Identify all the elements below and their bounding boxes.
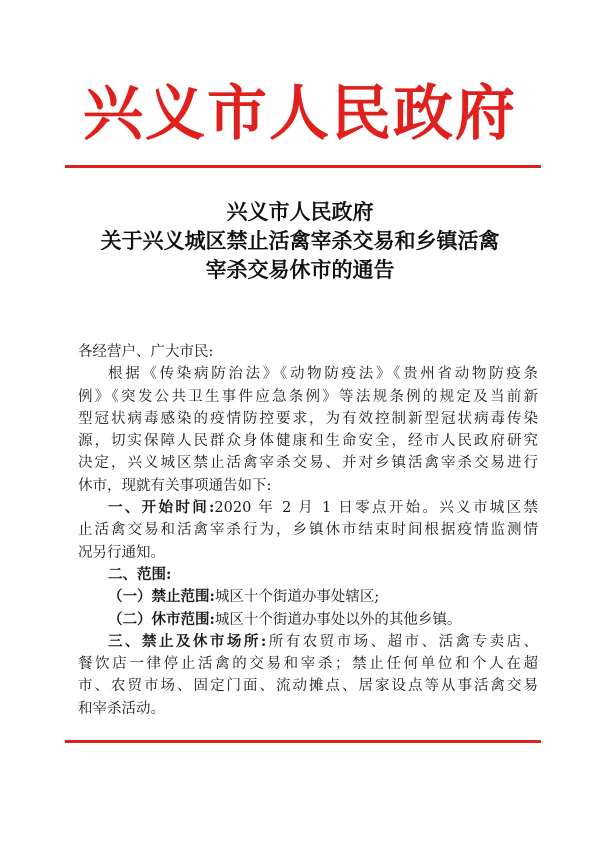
paragraph-1-line-1: 根据《传染病防治法》《动物防疫法》《贵州省动物防疫条 xyxy=(108,366,538,383)
section-3-line-2: 餐饮店一律停止活禽的交易和宰杀；禁止任何单位和个人在超 xyxy=(78,656,538,673)
paragraph-1-line-6: 休市，现就有关事项通告如下: xyxy=(78,477,272,494)
paragraph-1-line-3: 型冠状病毒感染的疫情防控要求，为有效控制新型冠状病毒传染 xyxy=(78,410,538,427)
paragraph-1-line-4: 源，切实保障人民群众身体健康和生命安全，经市人民政府研究 xyxy=(78,433,538,450)
section-1-line-1 xyxy=(78,497,538,519)
paragraph-1-line-2: 例》《突发公共卫生事件应急条例》等法规条例的规定及当前新 xyxy=(78,388,538,405)
title-line-2: 关于兴义城区禁止活禽宰杀交易和乡镇活禽 xyxy=(100,228,500,253)
section-1-text-1: 2020 年 2 月 1 日零点开始。兴义市城区禁 xyxy=(214,500,538,517)
section-2-heading xyxy=(78,564,538,586)
section-2-item-b xyxy=(78,609,538,631)
section-1-line-2: 止活禽交易和活禽宰杀行为，乡镇休市结束时间根据疫情监测情 xyxy=(78,522,538,539)
masthead-title: 兴义市人民政府 xyxy=(83,79,517,149)
title-line-3: 宰杀交易休市的通告 xyxy=(205,257,395,282)
notice-title xyxy=(40,197,560,284)
paragraph-1-line-5: 决定，兴义城区禁止活禽宰杀交易、并对乡镇活禽宰杀交易进行 xyxy=(78,455,538,472)
section-1-line-3: 况另行通知。 xyxy=(78,544,165,561)
salutation: 各经营户、广大市民: xyxy=(78,344,214,360)
notice-body xyxy=(78,341,538,720)
section-2-item-a-text: 城区十个街道办事处辖区; xyxy=(214,589,380,606)
section-1-heading: 一、开始时间: xyxy=(108,499,215,517)
section-2-item-b-text: 城区十个街道办事处以外的其他乡镇。 xyxy=(214,611,462,628)
section-2-item-b-heading: （二）休市范围: xyxy=(108,610,215,628)
section-2-item-a xyxy=(78,586,538,608)
section-2-item-a-heading: （一）禁止范围: xyxy=(108,588,215,606)
section-3-line-4: 和宰杀活动。 xyxy=(78,700,165,717)
masthead-red-rule xyxy=(65,165,541,168)
title-line-1: 兴义市人民政府 xyxy=(226,199,374,224)
section-3-line-1 xyxy=(78,631,538,653)
section-3-text-1: 所有农贸市场、超市、活禽专卖店、 xyxy=(266,633,539,650)
footer-red-rule xyxy=(65,740,541,743)
section-2-heading-text: 二、范围: xyxy=(108,565,172,583)
section-3-line-3: 市、农贸市场、固定门面、流动摊点、居家设点等从事活禽交易 xyxy=(78,678,538,695)
section-3-heading: 三、禁止及休市场所: xyxy=(108,632,267,650)
